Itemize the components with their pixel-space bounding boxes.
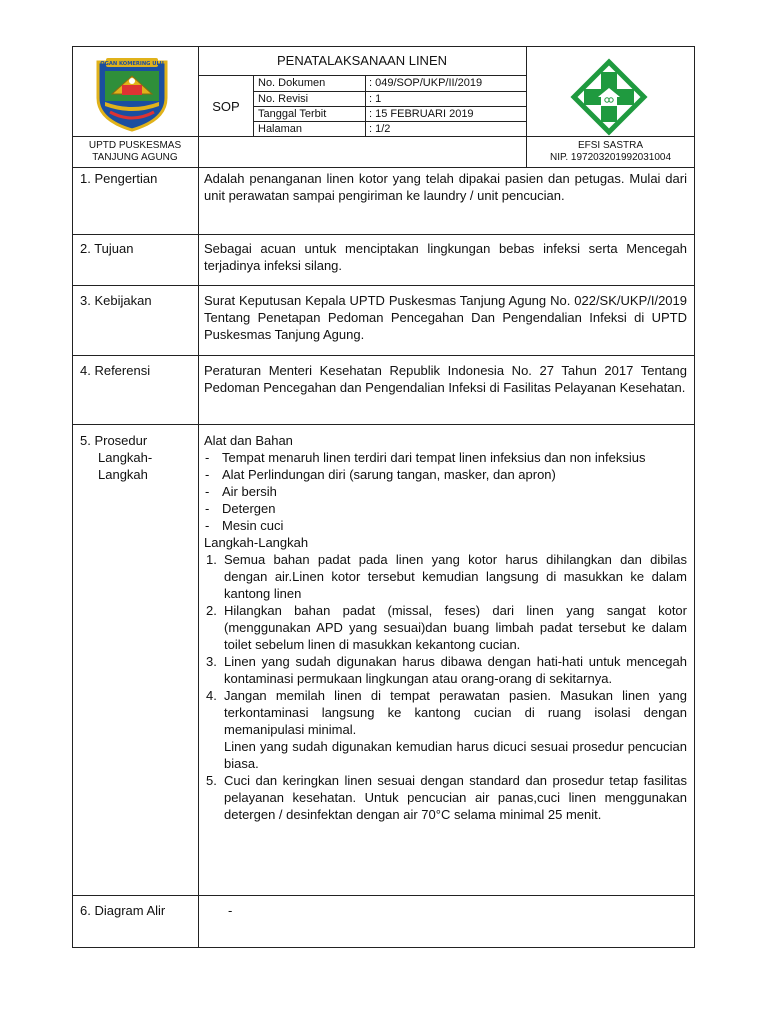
langkah-heading: Langkah-Langkah: [204, 535, 309, 550]
meta-label-page: Halaman: [258, 123, 303, 135]
step-number: 1.: [206, 552, 217, 567]
section-label-kebijakan: 3. Kebijakan: [80, 293, 152, 308]
org-row-bottom-line: [72, 167, 695, 168]
meta-label-date: Tanggal Terbit: [258, 108, 327, 120]
signer-nip: NIP. 197203201992031004: [549, 152, 672, 163]
meta-label-revision: No. Revisi: [258, 93, 309, 105]
prosedur-label-line: Langkah-: [98, 450, 153, 465]
table-border-right: [694, 46, 695, 948]
section-label-diagram: 6. Diagram Alir: [80, 903, 166, 918]
step-text: Hilangkan bahan padat (missal, feses) dari linen yang sangat kotor (menggunakan APD yang sesuai)dan buang limbah padat tersebut ke dalam toilet sebelum linen di masukkan kekantong cucian.: [224, 603, 687, 652]
step-text: Cuci dan keringkan linen sesuai dengan standard dan prosedur tetap fasilitas pelayanan kesehatan. Untuk pencucian air panas,cuci linen menggunakan detergen / desinfektan dengan air 70°C selama minimal 25 menit.: [224, 773, 687, 822]
step-number: 4.: [206, 688, 217, 703]
org-name-line2: TANJUNG AGUNG: [92, 152, 178, 163]
list-item: [204, 687, 687, 772]
step-number: 5.: [206, 773, 217, 788]
prosedur-label-line: Langkah: [98, 467, 148, 482]
list-item: - Detergen: [204, 500, 687, 517]
step-number: 3.: [206, 654, 217, 669]
meta-value-date: : 15 FEBRUARI 2019: [369, 108, 474, 120]
meta-row-line: [253, 91, 526, 92]
header-divider-logo: [198, 46, 199, 948]
list-item: - Mesin cuci: [204, 517, 687, 534]
step-text: Jangan memilah linen di tempat perawatan pasien. Masukan linen yang terkontaminasi langsung ke kantong cucian di ruang isolasi dengan memanipulasi minimal.: [224, 688, 687, 737]
table-border-top: [72, 46, 695, 47]
section-separator: [72, 285, 695, 286]
list-item: [204, 551, 687, 602]
signer-name: EFSI SASTRA: [577, 140, 643, 151]
section-label-referensi: 4. Referensi: [80, 363, 151, 378]
section-separator: [72, 424, 695, 425]
org-name-line1: UPTD PUSKESMAS: [88, 140, 182, 151]
prosedur-label-line: 5. Prosedur: [80, 433, 148, 448]
section-body-prosedur: [204, 432, 687, 823]
meta-label-doc: No. Dokumen: [258, 77, 326, 89]
step-extra-text: Linen yang sudah digunakan kemudian harus dicuci sesuai prosedur pencucian biasa.: [224, 739, 687, 771]
section-separator: [72, 234, 695, 235]
list-item: [204, 772, 687, 823]
section-label-pengertian: 1. Pengertian: [80, 171, 158, 186]
meta-value-page: : 1/2: [369, 123, 391, 135]
meta-row-line: [253, 121, 526, 122]
section-text-pengertian: Adalah penanganan linen kotor yang telah dipakai pasien dan petugas. Mulai dari unit perawatan sampai pengiriman ke laundry / unit pencucian.: [204, 171, 687, 203]
header-bottom-line: [72, 136, 695, 137]
section-text-referensi: Peraturan Menteri Kesehatan Republik Indonesia No. 27 Tahun 2017 Tentang Pedoman Pencegahan dan Pengendalian Infeksi di Fasilitas Pelayanan Kesehatan.: [204, 363, 687, 395]
section-text-kebijakan: Surat Keputusan Kepala UPTD Puskesmas Tanjung Agung No. 022/SK/UKP/I/2019 Tentang Penetapan Pedoman Pencegahan Dan Pengendalian Infeksi di UPTD Puskesmas Tanjung Agung.: [204, 293, 687, 342]
sop-label: SOP: [212, 98, 240, 114]
steps-list: [204, 551, 687, 823]
list-item: - Air bersih: [204, 483, 687, 500]
list-item: [204, 653, 687, 687]
meta-value-doc: : 049/SOP/UKP/II/2019: [369, 77, 483, 89]
step-text: Linen yang sudah digunakan harus dibawa dengan hati-hati untuk mencegah kontaminasi permukaan lingkungan atau orang-orang di sekitarnya.: [224, 654, 687, 686]
list-item: - Tempat menaruh linen terdiri dari tempat linen infeksius dan non infeksius: [204, 449, 687, 466]
table-border-left: [72, 46, 73, 948]
alat-list: [204, 449, 687, 534]
section-label-tujuan: 2. Tujuan: [80, 241, 134, 256]
step-number: 2.: [206, 603, 217, 618]
list-item: - Alat Perlindungan diri (sarung tangan, masker, dan apron): [204, 466, 687, 483]
document-title: PENATALAKSANAAN LINEN: [276, 53, 447, 68]
puskesmas-logo: [570, 58, 648, 136]
step-text: Semua bahan padat pada linen yang kotor harus dihilangkan dan dibilas dengan air.Linen kotor tersebut kemudian langsung di masukkan ke dalam kantong linen: [224, 552, 687, 601]
section-text-diagram: -: [228, 903, 233, 918]
regency-logo: [92, 54, 172, 132]
section-text-tujuan: Sebagai acuan untuk menciptakan lingkungan bebas infeksi serta Mencegah terjadinya infeksi silang.: [204, 241, 687, 273]
meta-value-revision: : 1: [369, 93, 382, 105]
section-label-prosedur: [80, 432, 152, 483]
list-item: [204, 602, 687, 653]
alat-heading: Alat dan Bahan: [204, 433, 293, 448]
section-separator: [72, 355, 695, 356]
section-separator: [72, 895, 695, 896]
logo-banner-text: OGAN KOMERING ULU: [100, 61, 164, 67]
table-border-bottom: [72, 947, 695, 948]
meta-row-line: [253, 106, 526, 107]
